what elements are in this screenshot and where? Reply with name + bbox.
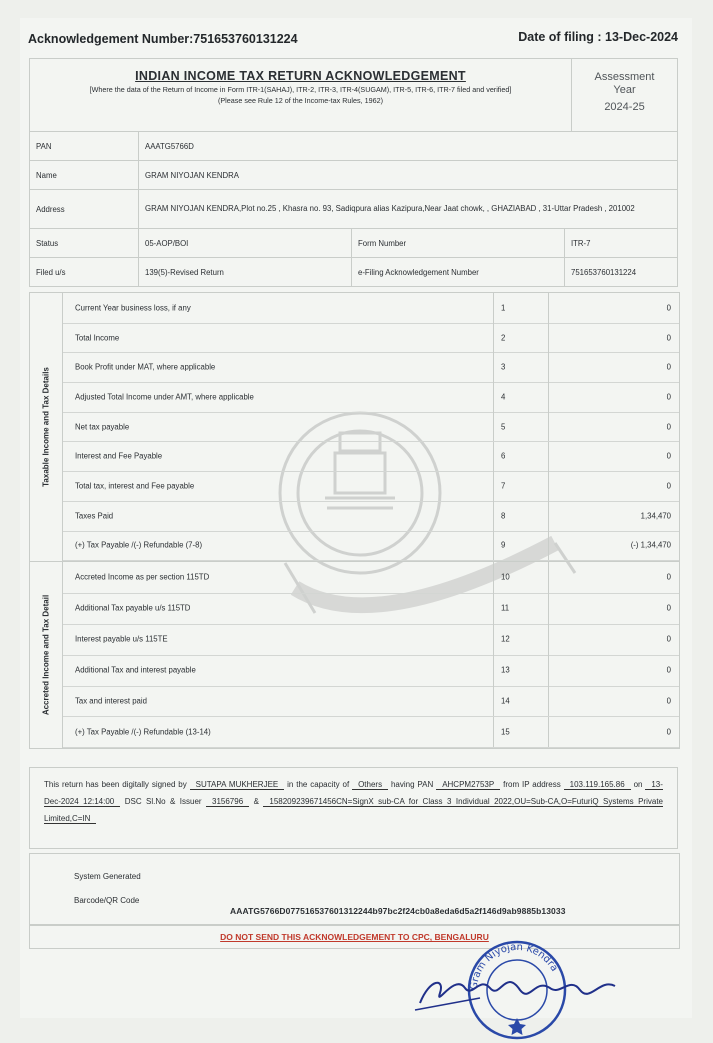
row-number: 13 (501, 665, 510, 675)
row-description: Additional Tax and interest payable (75, 665, 196, 675)
assessment-year-label-1: Assessment (594, 71, 655, 83)
efiling-ack-label: e-Filing Acknowledgement Number (352, 258, 565, 287)
name-row (30, 161, 678, 190)
accreted-income-section (29, 561, 680, 749)
row-value: 0 (666, 303, 671, 313)
acknowledgement-number: Acknowledgement Number:751653760131224 (28, 32, 298, 46)
taxable-section-title: Taxable Income and Tax Details (41, 367, 51, 487)
acknowledgement-page (20, 18, 692, 1018)
row-number: 7 (501, 481, 506, 491)
row-number: 9 (501, 540, 506, 550)
on-text: on (633, 780, 643, 789)
address-value: GRAM NIYOJAN KENDRA,Plot no.25 , Khasra no. 93, Sadiqpura alias Kazipura,Near Jaat chowk, , GHAZIABAD , 31-Uttar Pradesh , 201002 (139, 190, 678, 229)
row-number: 14 (501, 696, 510, 706)
taxable-row-9 (63, 531, 679, 562)
date-of-filing: Date of filing : 13-Dec-2024 (518, 30, 678, 44)
name-value: GRAM NIYOJAN KENDRA (139, 161, 678, 190)
taxable-section-side (30, 293, 63, 561)
row-value: 0 (666, 451, 671, 461)
row-number: 11 (501, 603, 510, 613)
row-number: 3 (501, 362, 506, 372)
dsc-text: DSC Sl.No & Issuer (124, 797, 202, 806)
row-number: 6 (501, 451, 506, 461)
row-value: (-) 1,34,470 (630, 540, 671, 550)
taxable-row-1 (63, 293, 679, 324)
barcode-qr-label: Barcode/QR Code (74, 896, 140, 905)
filed-row (30, 258, 678, 287)
row-number: 5 (501, 422, 506, 432)
digital-signature-statement (29, 767, 678, 849)
row-value: 0 (666, 572, 671, 582)
signer-pan: AHCPM2753P (436, 780, 500, 790)
accreted-row-11 (63, 593, 679, 625)
cpc-warning (29, 925, 680, 949)
taxable-row-8 (63, 501, 679, 532)
header-block (29, 58, 678, 132)
assessment-year-label-2: Year (613, 84, 636, 96)
ip-text: from IP address (503, 780, 561, 789)
row-value: 0 (666, 422, 671, 432)
signed-by-text: This return has been digitally signed by (44, 780, 187, 789)
svg-text:Gram Niyojan Kendra: Gram Niyojan Kendra (468, 941, 560, 991)
accreted-row-10 (63, 562, 679, 594)
accreted-section-side (30, 562, 63, 748)
pan-label: PAN (30, 132, 139, 161)
status-row (30, 229, 678, 258)
row-value: 0 (666, 665, 671, 675)
row-description: Interest payable u/s 115TE (75, 634, 168, 644)
document-title: INDIAN INCOME TAX RETURN ACKNOWLEDGEMENT (135, 69, 466, 83)
row-description: Tax and interest paid (75, 696, 147, 706)
filed-us-value: 139(5)-Revised Return (139, 258, 352, 287)
row-number: 4 (501, 392, 506, 402)
row-value: 0 (666, 603, 671, 613)
dsc-serial: 3156796 (206, 797, 249, 807)
row-description: Book Profit under MAT, where applicable (75, 362, 216, 372)
taxable-row-3 (63, 352, 679, 383)
row-value: 0 (666, 634, 671, 644)
signer-name: SUTAPA MUKHERJEE (190, 780, 285, 790)
name-label: Name (30, 161, 139, 190)
address-label: Address (30, 190, 139, 229)
row-description: Total Income (75, 333, 120, 343)
capacity-text: in the capacity of (287, 780, 350, 789)
pan-text: having PAN (390, 780, 434, 789)
status-value: 05-AOP/BOI (139, 229, 352, 258)
ampersand: & (253, 797, 259, 806)
row-value: 0 (666, 481, 671, 491)
row-value: 0 (666, 696, 671, 706)
system-generated-label: System Generated (74, 872, 141, 881)
taxable-row-6 (63, 442, 679, 473)
barcode-block (29, 853, 680, 925)
row-description: (+) Tax Payable /(-) Refundable (7-8) (75, 540, 203, 550)
status-label: Status (30, 229, 139, 258)
taxable-row-5 (63, 412, 679, 443)
accreted-row-15 (63, 717, 679, 749)
accreted-section-title: Accreted Income and Tax Detail (41, 594, 51, 716)
assessment-year-box (572, 59, 677, 131)
row-number: 8 (501, 511, 506, 521)
row-description: Interest and Fee Payable (75, 451, 163, 461)
accreted-row-12 (63, 624, 679, 656)
row-value: 0 (666, 727, 671, 737)
accreted-row-13 (63, 655, 679, 687)
row-number: 12 (501, 634, 510, 644)
row-value: 0 (666, 392, 671, 402)
efiling-ack-value: 751653760131224 (565, 258, 678, 287)
cpc-warning-text: DO NOT SEND THIS ACKNOWLEDGEMENT TO CPC, BENGALURU (220, 932, 489, 942)
row-value: 0 (666, 362, 671, 372)
row-description: Additional Tax payable u/s 115TD (75, 603, 191, 613)
taxable-row-7 (63, 471, 679, 502)
row-value: 0 (666, 333, 671, 343)
handwritten-signature (410, 958, 625, 1018)
taxable-row-4 (63, 382, 679, 413)
forms-note: [Where the data of the Return of Income in Form ITR-1(SAHAJ), ITR-2, ITR-3, ITR-4(SUGAM), ITR-5, ITR-6, ITR-7 filed and verified] (89, 85, 512, 94)
row-number: 15 (501, 727, 510, 737)
row-number: 1 (501, 303, 506, 313)
signer-capacity: Others (352, 780, 388, 790)
barcode-string: AAATG5766D077516537601312244b97bc2f24cb0a8eda6d5a2f146d9ab9885b13033 (230, 906, 566, 916)
row-description: (+) Tax Payable /(-) Refundable (13-14) (75, 727, 211, 737)
header-main (30, 59, 572, 131)
accreted-row-14 (63, 686, 679, 718)
row-number: 2 (501, 333, 506, 343)
pan-row (30, 132, 678, 161)
row-number: 10 (501, 572, 510, 582)
taxpayer-info-table (29, 131, 678, 287)
row-description: Current Year business loss, if any (75, 303, 191, 313)
taxable-row-2 (63, 323, 679, 354)
barcode-image (237, 864, 432, 900)
row-description: Accreted Income as per section 115TD (75, 572, 210, 582)
ip-address: 103.119.165.86 (564, 780, 631, 790)
address-row (30, 190, 678, 229)
rule-note: (Please see Rule 12 of the Income-tax Rules, 1962) (217, 96, 383, 105)
pan-value: AAATG5766D (139, 132, 678, 161)
form-number-label: Form Number (352, 229, 565, 258)
signing-datetime: 13-Dec-2024 12:14:00 (44, 780, 663, 806)
assessment-year-value: 2024-25 (604, 101, 645, 113)
dsc-issuer: 158209239671456CN=SignX sub-CA for Class 3 Individual 2022,OU=Sub-CA,O=FuturiQ Systems Private Limited,C=IN (44, 797, 663, 823)
taxable-income-section (29, 292, 680, 562)
filed-us-label: Filed u/s (30, 258, 139, 287)
row-description: Taxes Paid (75, 511, 114, 521)
form-number-value: ITR-7 (565, 229, 678, 258)
row-description: Net tax payable (75, 422, 130, 432)
row-description: Adjusted Total Income under AMT, where applicable (75, 392, 254, 402)
row-value: 1,34,470 (640, 511, 671, 521)
row-description: Total tax, interest and Fee payable (75, 481, 195, 491)
